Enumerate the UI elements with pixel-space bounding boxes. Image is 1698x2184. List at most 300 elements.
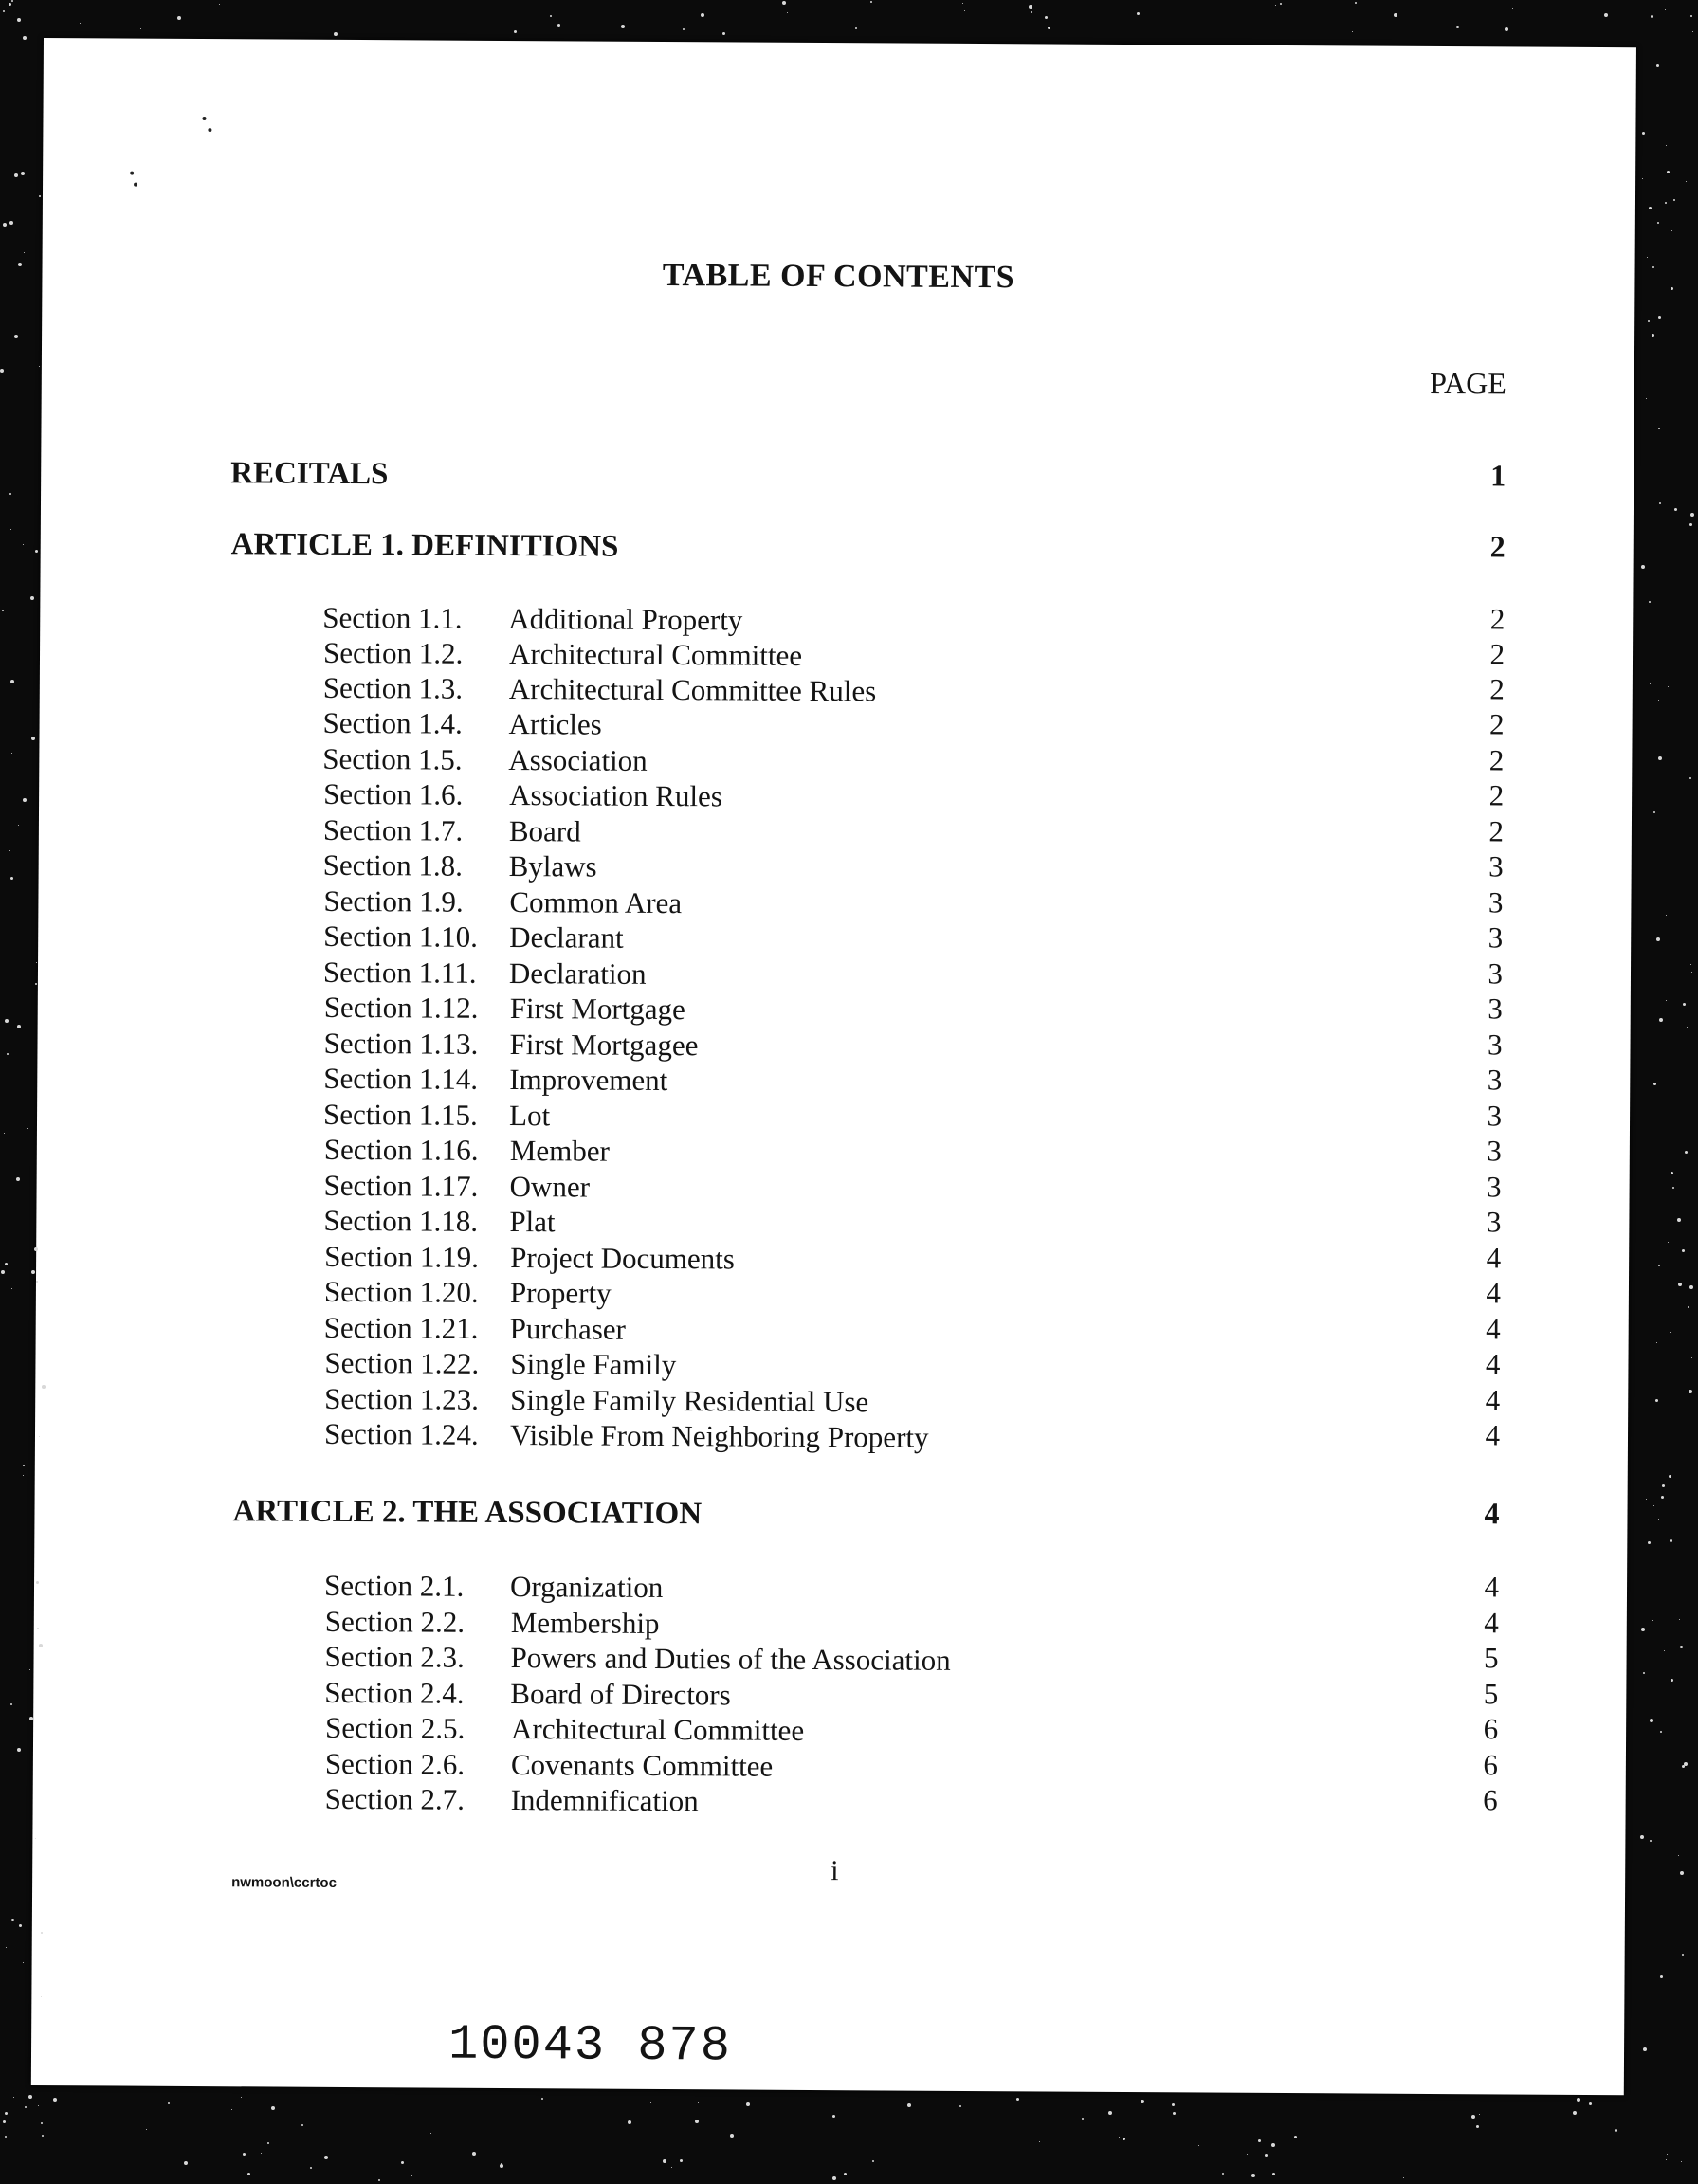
scan-noise-speck xyxy=(1669,1475,1671,1478)
scan-noise-speck xyxy=(9,221,13,225)
scan-noise-speck xyxy=(472,2152,476,2156)
toc-article-title: ARTICLE 1. DEFINITIONS xyxy=(230,527,619,564)
scan-noise-speck xyxy=(5,2112,8,2115)
scan-noise-speck xyxy=(39,195,41,197)
scan-noise-speck xyxy=(3,223,7,227)
scan-noise-speck xyxy=(1670,1332,1671,1333)
toc-section-page: 6 xyxy=(1483,1748,1499,1782)
scan-noise-speck xyxy=(36,962,37,963)
scan-noise-speck xyxy=(1258,2139,1261,2142)
scan-noise-speck xyxy=(1643,1672,1645,1674)
scan-noise-speck xyxy=(1651,15,1653,18)
scan-noise-speck xyxy=(1119,2137,1120,2138)
scan-noise-speck xyxy=(1653,1505,1654,1506)
toc-article-title: RECITALS xyxy=(230,456,389,492)
scan-noise-speck xyxy=(855,27,857,29)
scan-noise-speck xyxy=(184,2161,188,2165)
toc-article-page: 4 xyxy=(1484,1496,1500,1531)
toc-section-title: Declaration xyxy=(508,956,647,991)
scan-noise-speck xyxy=(1658,1519,1659,1520)
scan-noise-speck xyxy=(24,252,25,253)
scan-noise-speck xyxy=(1294,2136,1297,2138)
scan-noise-speck xyxy=(301,2124,303,2126)
scan-noise-speck xyxy=(10,877,13,880)
scan-noise-speck xyxy=(1656,1342,1657,1343)
scan-noise-speck xyxy=(1,1270,5,1274)
scan-noise-speck xyxy=(844,2173,847,2175)
scan-noise-speck xyxy=(1668,1242,1669,1243)
toc-section-number: Section 2.4. xyxy=(324,1675,465,1710)
toc-section-number: Section 2.3. xyxy=(324,1639,465,1674)
scan-noise-speck xyxy=(683,28,685,30)
toc-section-number: Section 2.7. xyxy=(324,1781,466,1816)
scan-noise-speck xyxy=(18,825,19,826)
scan-noise-speck xyxy=(787,12,788,13)
scan-noise-speck xyxy=(1247,2154,1248,2155)
scan-noise-speck xyxy=(1648,1541,1651,1544)
scan-noise-speck xyxy=(9,850,10,851)
scan-noise-speck xyxy=(1666,145,1667,146)
scan-noise-speck xyxy=(140,28,141,29)
toc-section-number: Section 1.6. xyxy=(323,776,464,811)
scan-noise-speck xyxy=(1658,316,1661,318)
scan-noise-speck xyxy=(271,2106,275,2110)
toc-section-title: Visible From Neighboring Property xyxy=(509,1418,929,1454)
toc-section-page: 4 xyxy=(1484,1606,1499,1640)
toc-section-page: 4 xyxy=(1485,1347,1501,1381)
scan-noise-speck xyxy=(872,2160,874,2162)
scan-noise-speck xyxy=(378,2179,380,2181)
toc-section-page: 5 xyxy=(1483,1641,1499,1675)
toc-section-title: Improvement xyxy=(509,1063,668,1098)
toc-section-page: 3 xyxy=(1487,1063,1503,1097)
scan-noise-speck xyxy=(23,1465,25,1466)
speck-mark xyxy=(134,183,137,187)
scan-noise-speck xyxy=(243,2153,246,2156)
scan-noise-speck xyxy=(5,1019,9,1023)
scan-noise-speck xyxy=(31,737,35,740)
scan-noise-speck xyxy=(1029,5,1032,9)
scan-noise-speck xyxy=(832,2115,835,2118)
toc-section-page: 3 xyxy=(1488,920,1504,955)
scan-noise-speck xyxy=(1680,1871,1684,1875)
toc-section-number: Section 1.7. xyxy=(322,812,464,847)
toc-section-title: Board of Directors xyxy=(510,1677,731,1712)
scan-noise-speck xyxy=(3,10,5,12)
toc-section-number: Section 2.2. xyxy=(324,1604,466,1639)
toc-section-page: 4 xyxy=(1486,1241,1502,1275)
scan-noise-speck xyxy=(1647,257,1648,258)
toc-section-title: Membership xyxy=(510,1606,660,1640)
toc-section-number: Section 1.13. xyxy=(323,1026,479,1061)
scan-noise-speck xyxy=(14,335,18,338)
scan-noise-speck xyxy=(31,1270,35,1274)
scan-noise-speck xyxy=(41,2122,43,2124)
scan-noise-speck xyxy=(1642,178,1643,179)
speck-mark xyxy=(130,172,134,175)
scan-noise-speck xyxy=(430,2133,431,2134)
toc-section-page: 2 xyxy=(1488,814,1505,848)
toc-section-page: 3 xyxy=(1487,1134,1502,1168)
toc-section-page: 2 xyxy=(1488,778,1505,812)
scan-noise-speck xyxy=(514,30,517,33)
toc-section-page: 4 xyxy=(1486,1276,1502,1310)
toc-section-title: Property xyxy=(509,1276,612,1310)
scan-noise-speck xyxy=(1403,2177,1404,2178)
scan-noise-speck xyxy=(1505,27,1508,31)
scan-noise-speck xyxy=(1681,2161,1682,2162)
scan-noise-speck xyxy=(1352,31,1353,32)
scan-noise-speck xyxy=(1048,27,1050,29)
scan-noise-speck xyxy=(1589,2102,1592,2105)
scan-noise-speck xyxy=(5,1263,8,1265)
toc-section-number: Section 1.22. xyxy=(324,1345,480,1380)
scan-noise-speck xyxy=(168,2102,170,2104)
scan-noise-speck xyxy=(1271,2143,1275,2147)
scan-noise-speck xyxy=(1650,683,1651,684)
toc-article-title: ARTICLE 2. THE ASSOCIATION xyxy=(232,1494,703,1532)
scan-noise-speck xyxy=(1251,2174,1255,2177)
scan-noise-speck xyxy=(53,2098,57,2102)
scan-noise-speck xyxy=(267,2142,269,2144)
scan-noise-speck xyxy=(1653,1083,1656,1085)
scan-noise-speck xyxy=(650,2102,651,2103)
scan-noise-speck xyxy=(1641,1628,1645,1631)
scan-noise-speck xyxy=(1692,31,1693,32)
toc-section-title: Architectural Committee xyxy=(511,1712,805,1747)
toc-section-title: Articles xyxy=(508,707,602,741)
scan-noise-speck xyxy=(1664,1650,1665,1651)
scan-noise-speck xyxy=(23,36,27,40)
scan-noise-speck xyxy=(1108,2111,1112,2115)
scan-noise-speck xyxy=(1658,700,1659,701)
scan-noise-speck xyxy=(35,983,37,985)
scan-noise-speck xyxy=(411,2175,412,2176)
toc-section-title: First Mortgagee xyxy=(509,1028,699,1063)
scan-noise-speck xyxy=(1655,1399,1658,1402)
scan-noise-speck xyxy=(1649,601,1651,603)
scan-noise-speck xyxy=(231,2109,232,2110)
scan-noise-speck xyxy=(324,2156,328,2159)
scan-noise-speck xyxy=(1479,2114,1480,2115)
scan-noise-speck xyxy=(1691,972,1692,973)
scan-noise-speck xyxy=(30,596,34,600)
toc-section-title: Additional Property xyxy=(508,602,743,637)
toc-section-number: Section 1.2. xyxy=(322,635,464,670)
toc-section-title: Common Area xyxy=(509,885,683,920)
toc-article-page: 2 xyxy=(1489,529,1506,564)
scan-noise-speck xyxy=(730,2134,734,2138)
toc-section-title: Association xyxy=(508,743,648,777)
scan-noise-speck xyxy=(1671,1679,1673,1682)
toc-section-title: Purchaser xyxy=(509,1312,627,1346)
toc-section-page: 4 xyxy=(1484,1570,1500,1604)
scan-noise-speck xyxy=(42,1385,46,1389)
scan-noise-speck xyxy=(1512,8,1513,9)
scan-noise-speck xyxy=(1016,2098,1019,2101)
scan-noise-speck xyxy=(1656,64,1659,67)
scan-noise-speck xyxy=(1476,2125,1479,2128)
toc-section-number: Section 1.23. xyxy=(324,1381,480,1416)
scan-noise-speck xyxy=(1690,513,1694,517)
toc-section-title: Architectural Committee xyxy=(508,637,803,672)
document-stamp-number: 10043 878 xyxy=(447,2016,733,2075)
toc-section-page: 2 xyxy=(1489,707,1505,741)
toc-section-number: Section 1.4. xyxy=(322,705,463,740)
scan-noise-speck xyxy=(1667,2154,1668,2155)
toc-section-number: Section 2.1. xyxy=(323,1568,465,1603)
toc-section-page: 3 xyxy=(1487,1028,1503,1062)
toc-section-title: Board xyxy=(508,814,581,848)
toc-section-title: Declarant xyxy=(509,920,624,955)
scan-noise-speck xyxy=(3,2120,6,2123)
toc-article-page: 1 xyxy=(1490,458,1506,493)
scan-noise-speck xyxy=(1272,2173,1275,2175)
scan-noise-speck xyxy=(1674,508,1677,511)
scan-noise-speck xyxy=(1615,2129,1617,2132)
scan-noise-speck xyxy=(680,2159,683,2162)
scan-noise-speck xyxy=(401,2161,404,2164)
scan-noise-speck xyxy=(9,3,11,6)
scan-noise-speck xyxy=(695,2120,699,2123)
toc-section-page: 2 xyxy=(1489,672,1505,706)
scan-noise-speck xyxy=(1657,222,1659,224)
toc-list xyxy=(44,38,1636,47)
toc-section-number: Section 1.9. xyxy=(323,883,464,919)
scan-noise-speck xyxy=(23,1962,24,1963)
scan-noise-speck xyxy=(1173,2112,1176,2115)
scan-noise-speck xyxy=(39,366,40,367)
scan-noise-speck xyxy=(19,1924,22,1927)
scan-noise-speck xyxy=(21,172,25,175)
scan-noise-speck xyxy=(25,2106,27,2108)
scan-noise-speck xyxy=(1658,428,1660,429)
scan-noise-speck xyxy=(1652,1620,1653,1621)
scan-noise-speck xyxy=(557,24,560,27)
scan-noise-speck xyxy=(907,2103,911,2107)
toc-section-page: 2 xyxy=(1489,637,1506,671)
scan-noise-speck xyxy=(1652,266,1654,268)
scan-noise-speck xyxy=(80,23,81,24)
toc-section-page: 4 xyxy=(1486,1312,1501,1346)
scan-noise-speck xyxy=(4,1133,5,1134)
scan-noise-speck xyxy=(1689,1390,1692,1393)
scan-noise-speck xyxy=(10,1703,12,1705)
toc-section-number: Section 2.6. xyxy=(324,1746,466,1781)
scan-noise-speck xyxy=(1198,2145,1199,2146)
toc-section-page: 3 xyxy=(1487,1099,1503,1133)
scan-noise-speck xyxy=(310,2167,312,2169)
scan-noise-speck xyxy=(1456,26,1459,28)
scan-noise-speck xyxy=(39,1644,43,1647)
scan-noise-speck xyxy=(1280,3,1282,5)
scan-noise-speck xyxy=(219,4,220,5)
scan-noise-speck xyxy=(959,2105,961,2107)
toc-section-number: Section 1.20. xyxy=(323,1274,479,1309)
scan-noise-speck xyxy=(1671,230,1672,231)
toc-section-title: Owner xyxy=(509,1170,591,1204)
scan-noise-speck xyxy=(964,10,965,11)
scan-noise-speck xyxy=(1683,1003,1686,1006)
scan-noise-speck xyxy=(621,25,625,28)
scan-noise-speck xyxy=(1670,1539,1672,1542)
scan-noise-speck xyxy=(334,32,338,36)
scan-noise-speck xyxy=(38,2105,39,2106)
scan-noise-speck xyxy=(1677,1218,1681,1222)
toc-section-title: Bylaws xyxy=(508,849,597,883)
scan-noise-speck xyxy=(2,610,4,611)
scan-noise-speck xyxy=(1658,1265,1660,1266)
toc-section-number: Section 1.15. xyxy=(322,1097,478,1132)
scan-noise-speck xyxy=(29,1717,33,1720)
toc-section-title: Lot xyxy=(508,1099,551,1133)
scan-noise-speck xyxy=(1656,937,1660,941)
scan-noise-speck xyxy=(1045,16,1048,19)
toc-section-title: Powers and Duties of the Association xyxy=(510,1641,951,1677)
toc-section-number: Section 1.14. xyxy=(323,1061,479,1096)
toc-section-number: Section 1.10. xyxy=(323,919,479,954)
scan-noise-speck xyxy=(870,1,872,3)
scan-noise-speck xyxy=(177,16,181,20)
scan-noise-speck xyxy=(1689,523,1692,526)
scan-noise-speck xyxy=(34,1247,38,1251)
scan-noise-speck xyxy=(7,1053,9,1055)
scan-noise-speck xyxy=(1141,2100,1144,2103)
scan-noise-speck xyxy=(1652,334,1654,337)
toc-section-number: Section 2.5. xyxy=(325,1710,466,1745)
scan-noise-speck xyxy=(1275,5,1276,6)
scan-noise-speck xyxy=(1678,1855,1679,1856)
toc-section-number: Section 1.21. xyxy=(323,1310,479,1345)
scan-noise-speck xyxy=(13,2097,14,2098)
scan-noise-speck xyxy=(663,2159,666,2163)
scan-noise-speck xyxy=(1661,1496,1664,1499)
scan-noise-speck xyxy=(1659,502,1661,504)
scan-noise-speck xyxy=(1682,1954,1684,1956)
scan-noise-speck xyxy=(1660,1731,1662,1733)
document-title: TABLE OF CONTENTS xyxy=(662,257,1015,296)
scan-noise-speck xyxy=(1039,2141,1040,2142)
toc-section-number: Section 1.18. xyxy=(323,1203,479,1238)
toc-section-title: Plat xyxy=(509,1205,556,1239)
toc-section-number: Section 1.17. xyxy=(323,1168,479,1203)
scan-noise-speck xyxy=(28,2095,32,2099)
scan-noise-speck xyxy=(1031,11,1032,13)
scan-noise-speck xyxy=(962,3,963,4)
scan-noise-speck xyxy=(1082,2118,1084,2120)
scan-noise-speck xyxy=(41,1932,43,1934)
toc-section-number: Section 1.11. xyxy=(322,955,477,990)
scan-noise-speck xyxy=(1123,2138,1125,2140)
scan-noise-speck xyxy=(1686,181,1687,182)
toc-section-page: 6 xyxy=(1483,1783,1498,1817)
scan-noise-speck xyxy=(5,2136,7,2138)
scan-noise-speck xyxy=(1682,1765,1685,1768)
toc-section-title: Organization xyxy=(509,1570,664,1605)
scan-noise-speck xyxy=(1471,2115,1475,2119)
toc-section-title: Single Family xyxy=(510,1347,677,1382)
scan-noise-speck xyxy=(261,2153,262,2154)
scan-noise-speck xyxy=(1667,171,1670,173)
toc-section-title: Project Documents xyxy=(510,1241,736,1276)
toc-section-number: Section 1.24. xyxy=(323,1416,479,1451)
document-page xyxy=(31,38,1636,2095)
scan-noise-speck xyxy=(1662,1484,1665,1487)
scan-noise-speck xyxy=(746,2102,750,2106)
scan-noise-speck xyxy=(0,369,4,373)
toc-section-number: Section 1.1. xyxy=(322,600,463,635)
scan-noise-speck xyxy=(1684,1762,1688,1766)
scan-noise-speck xyxy=(14,173,18,177)
scan-noise-speck xyxy=(17,1025,21,1028)
scan-noise-speck xyxy=(11,0,13,2)
scan-noise-speck xyxy=(1671,287,1673,290)
scan-noise-speck xyxy=(1577,2098,1580,2102)
scan-noise-speck xyxy=(6,1947,7,1948)
scan-noise-speck xyxy=(1137,12,1140,15)
toc-section-number: Section 1.16. xyxy=(323,1132,479,1167)
scan-noise-speck xyxy=(722,32,725,35)
toc-section-page: 2 xyxy=(1489,602,1506,636)
scan-noise-speck xyxy=(1604,13,1608,17)
page-column-header: PAGE xyxy=(1430,365,1506,401)
scan-noise-speck xyxy=(1394,13,1397,17)
toc-section-number: Section 1.3. xyxy=(322,670,464,705)
scan-noise-speck xyxy=(628,2120,631,2124)
scan-noise-speck xyxy=(550,15,552,17)
scan-noise-speck xyxy=(18,263,22,266)
toc-section-page: 3 xyxy=(1488,849,1504,883)
scan-noise-speck xyxy=(11,1288,12,1289)
scan-noise-speck xyxy=(247,2173,250,2175)
scan-noise-speck xyxy=(1671,1172,1673,1174)
scan-noise-speck xyxy=(541,2098,543,2100)
scan-noise-speck xyxy=(1679,1619,1680,1620)
toc-section-title: Covenants Committee xyxy=(510,1748,774,1783)
scan-noise-speck xyxy=(1691,1357,1692,1358)
scan-noise-speck xyxy=(1646,1499,1647,1500)
toc-section-page: 3 xyxy=(1488,956,1504,991)
toc-section-number: Section 1.8. xyxy=(322,847,464,883)
scan-noise-speck xyxy=(1659,1018,1663,1022)
toc-section-title: Association Rules xyxy=(509,778,722,813)
toc-section-page: 3 xyxy=(1486,1205,1502,1239)
scan-noise-speck xyxy=(16,1177,20,1181)
scan-noise-speck xyxy=(1682,1249,1685,1252)
scan-noise-speck xyxy=(1222,2173,1224,2175)
scan-noise-speck xyxy=(1573,2111,1577,2115)
scan-noise-speck xyxy=(35,550,38,553)
scan-noise-speck xyxy=(1666,915,1667,916)
scan-noise-speck xyxy=(1666,2159,1667,2160)
scan-noise-speck xyxy=(17,18,21,22)
scan-noise-speck xyxy=(1688,1306,1689,1308)
speck-mark xyxy=(208,128,211,132)
scan-noise-speck xyxy=(1643,2048,1647,2051)
scan-noise-speck xyxy=(1650,1719,1653,1722)
scan-noise-speck xyxy=(1665,202,1667,204)
scan-noise-speck xyxy=(671,2167,672,2168)
scan-noise-speck xyxy=(146,2129,147,2130)
toc-section-title: Member xyxy=(509,1134,610,1168)
scan-noise-speck xyxy=(1680,1646,1683,1648)
toc-section-title: Single Family Residential Use xyxy=(510,1383,869,1419)
scan-noise-speck xyxy=(1673,199,1675,201)
toc-section-page: 5 xyxy=(1483,1677,1499,1711)
scan-noise-speck xyxy=(11,753,12,754)
scan-noise-speck xyxy=(1660,1975,1663,1978)
page-folio: i xyxy=(831,1855,839,1887)
